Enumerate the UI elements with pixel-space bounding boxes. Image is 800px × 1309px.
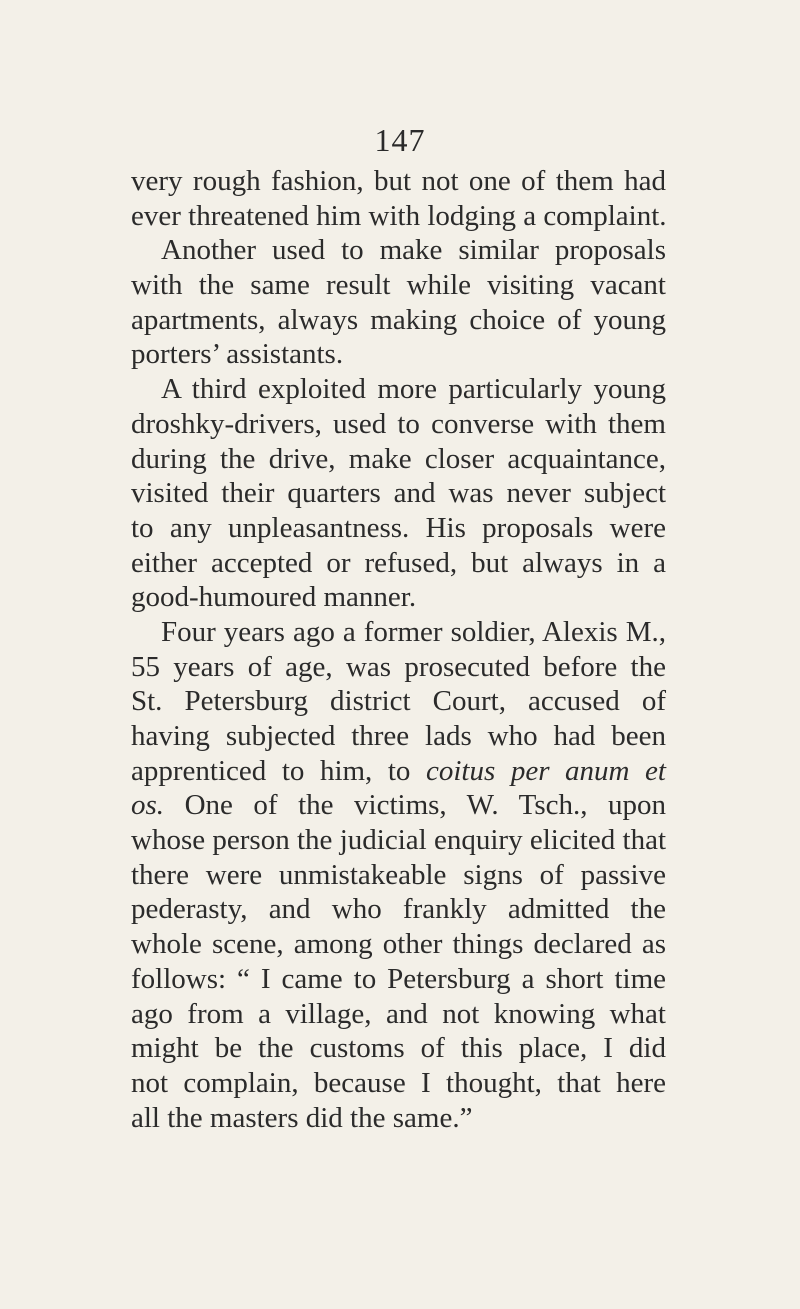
paragraph-start-line: Another used to make similar proposals bbox=[161, 234, 666, 267]
text-line: might be the customs of this place, I did bbox=[131, 1032, 666, 1065]
text-line: having subjected three lads who had been bbox=[131, 720, 666, 752]
text-line: St. Petersburg district Court, accused of bbox=[131, 685, 666, 718]
text-line: good-humoured manner. bbox=[131, 581, 417, 614]
text-line-with-italic bbox=[131, 754, 666, 789]
paragraph-start-line: A third exploited more particularly young bbox=[161, 373, 666, 406]
text-line: ago from a village, and not knowing what bbox=[131, 997, 666, 1030]
page-number: 147 bbox=[374, 122, 426, 158]
text-line: droshky-drivers, used to converse with them bbox=[131, 407, 666, 440]
text-line-with-italic bbox=[131, 788, 666, 823]
text-line: not complain, because I thought, that here bbox=[131, 1066, 666, 1099]
text-line: whole scene, among other things declared as bbox=[131, 928, 666, 961]
text-line: follows: “ I came to Petersburg a short time bbox=[131, 962, 666, 995]
text-line: apartments, always making choice of young bbox=[131, 303, 666, 336]
paragraph-start-line: Four years ago a former soldier, Alexis M., bbox=[161, 615, 666, 648]
text-line: during the drive, make closer acquaintance, bbox=[131, 442, 666, 475]
text-line: to any unpleasantness. His proposals were bbox=[131, 511, 666, 544]
text-line: 55 years of age, was prosecuted before the bbox=[131, 650, 666, 683]
text-fragment: One of the victims, W. Tsch., upon bbox=[164, 789, 666, 822]
text-line: porters’ assistants. bbox=[131, 338, 344, 371]
text-line: all the masters did the same.” bbox=[131, 1101, 473, 1134]
italic-latin-phrase: coitus per anum et bbox=[426, 754, 666, 787]
text-line: ever threatened him with lodging a complaint. bbox=[131, 199, 667, 232]
text-line: visited their quarters and was never subject bbox=[131, 477, 666, 510]
text-line: there were unmistakeable signs of passive bbox=[131, 858, 666, 891]
text-line: either accepted or refused, but always in a bbox=[131, 546, 666, 579]
body-text bbox=[131, 164, 666, 1135]
text-line: whose person the judicial enquiry elicited that bbox=[131, 824, 666, 857]
text-line: pederasty, and who frankly admitted the bbox=[131, 893, 666, 926]
text-fragment: apprenticed to him, to bbox=[131, 754, 426, 787]
text-line: very rough fashion, but not one of them had bbox=[131, 165, 666, 197]
italic-latin-phrase: os. bbox=[131, 789, 165, 822]
text-line: with the same result while visiting vacant bbox=[131, 269, 666, 302]
